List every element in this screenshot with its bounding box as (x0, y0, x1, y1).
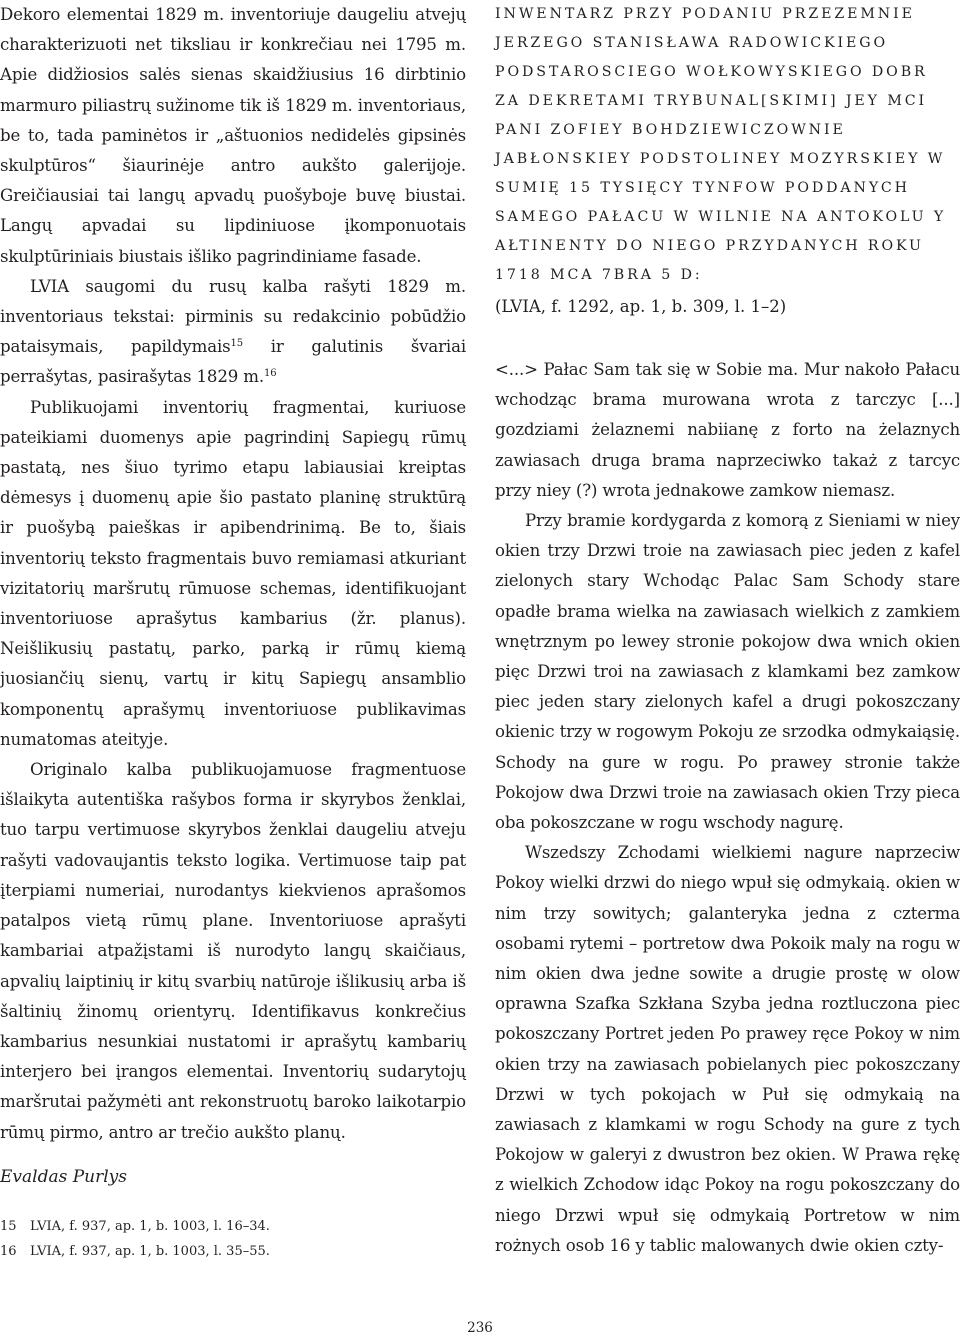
footnote (0, 1239, 466, 1264)
paragraph-text: ir galutinis švariai perrašytas, pasirašytas 1829 m. (0, 337, 466, 387)
archive-source: (LVIA, f. 1292, ap. 1, b. 309, l. 1–2) (495, 297, 787, 316)
paragraph: Publikuojami inventorių fragmentai, kuriuose pateikiami duomenys apie pagrindinį Sapiegų rūmų pastatą, nes šiuo tyrimo etapu labiausiai kreiptas dėmesys į duomenų apie šio pastato planinę struktūrą ir puošybą paieškas ir apibendrinimą. Be to, šiais inventorių teksto fragmentais buvo remiamasi atkuriant vizitatorių maršrutų rūmuose schemas, identifikuojant inventoriuose aprašytus kambarius (žr. planus). Neišlikusių pastatų, parko, parką ir rūmų kiemą juosiančių sienų, vartų ir kitų Sapiegų ansamblio komponentų aprašymų inventoriuose publikavimas numatomas ateityje. (0, 397, 466, 749)
paragraph: Wszedszy Zchodami wielkiemi nagure naprzeciw Pokoy wielki drzwi do niego wpuł się odmykaią. okien w nim trzy sowitych; galanteryka jedna z czterma osobami rytemi – portretow dwa Pokoik maly na rogu w nim okien dwa jedne sowite a drugie prostę w olow oprawna Szafka Szkłana Szyba jedna roztluczona piec pokoszczany Portret jeden Po prawey ręce Pokoy w nim okien trzy na zawiasach pobielanych piec pokoszczany Drzwi w tych pokojach w Puł się odmykaią na zawiasach z klamkami w rogu Schody na gure z tych Pokojow w galeryi z dwustron bez okien. W Prawa rękę z wielkich Zchodow idąc Pokoy na rogu pokoszczany do niego Drzwi wpuł się odmykaią Portretow w nim rożnych osob 16 y tablic malowanych dwie okien czty- (495, 843, 960, 1255)
left-body-text (0, 0, 466, 1148)
right-column (495, 0, 960, 1261)
footnote (0, 1214, 466, 1239)
document-heading: INWENTARZ PRZY PODANIU PRZEZEMNIE JERZEGO STANISŁAWA RADOWICKIEGO PODSTAROSCIEGO WOŁKOWYSKIEGO DOBR ZA DEKRETAMI TRYBUNAL[SKIMI] JEY MCI PANI ZOFIEY BOHDZIEWICZOWNIE JABŁONSKIEY PODSTOLINEY MOZYRSKIEY W SUMIĘ 15 TYSIĘCY TYNFOW PODDANYCH SAMEGO PAŁACU W WILNIE NA ANTOKOLU Y AŁTINENTY DO NIEGO PRZYDANYCH ROKU 1718 MCA 7BRA 5 D: (495, 6, 947, 283)
paragraph: Originalo kalba publikuojamuose fragmentuose išlaikyta autentiška rašybos forma ir skyrybos ženklai, tuo tarpu vertimuose skyrybos ženklai daugeliu atveju rašyti vadovaujantis teksto logika. Vertimuose taip pat įterpiami numeriai, nurodantys kiekvienos aprašomos patalpos vietą rūmų plane. Inventoriuose aprašyti kambariai atpažįstami iš nurodyto langų skaičiaus, apvalių laiptinių ir kitų svarbių natūroje išlikusių arba iš šaltinių žinomų orientyrų. Identifikavus konkrečius kambarius nesunkiai nustatomi ir aprašytų kambarių interjero bei įrangos elementai. Inventorių sudarytojų maršrutai pažymėti ant rekonstruotų baroko laikotarpio rūmų pirmo, antro ar trečio aukšto planų. (0, 760, 466, 1142)
paragraph: Przy bramie kordygarda z komorą z Sieniami w niey okien trzy Drzwi troie na zawiasach piec jeden z kafel zielonych stary Wchodąc Palac Sam Schody stare opadłe brama wielka na zawiasach wielkich z zamkiem wnętrznym po lewey stronie pokojow dwa wnich okien pięc Drzwi troi na zawiasach z klamkami bez zamkow piec jeden stary zielonych kafel a drugi pokoszczany okienic trzy w rogowym Pokoju ze srzodka odmykaiąsię. Schody na gure w rogu. Po prawey stronie także Pokojow dwa Drzwi troie na zawiasach okien Trzy pieca oba pokoszczane w rogu wschody nagurę. (495, 511, 960, 833)
left-column (0, 0, 466, 1264)
paragraph: <...> Pałac Sam tak się w Sobie ma. Mur nakoło Pałacu wchodząc brama murowana wrota z tarczyc [...] gozdziami żelaznemi nabiianę z forto na żelaznych zawiasach druga brama naprzeciwko takaż z tarcyc przy niey (?) wrota jednakowe zamkow niemasz. (495, 360, 960, 500)
footnotes (0, 1214, 466, 1264)
footnote-ref[interactable]: 16 (264, 368, 277, 380)
footnote-text: LVIA, f. 937, ap. 1, b. 1003, l. 16–34. (30, 1218, 270, 1234)
paragraph (0, 272, 466, 393)
author-name: Evaldas Purlys (0, 1166, 128, 1187)
footnote-text: LVIA, f. 937, ap. 1, b. 1003, l. 35–55. (30, 1243, 270, 1259)
footnote-number: 16 (0, 1243, 17, 1259)
page-number: 236 (467, 1320, 493, 1336)
paragraph-text: LVIA saugomi du rusų kalba rašyti 1829 m. inventoriaus tekstai: pirminis su redakcinio pobūdžio pataisymais, papildymais (0, 276, 466, 357)
footnote-number: 15 (0, 1218, 17, 1234)
footnote-ref[interactable]: 15 (230, 338, 243, 350)
right-body-text (495, 355, 960, 1261)
paragraph: Dekoro elementai 1829 m. inventoriuje daugeliu atvejų charakterizuoti net tiksliau ir konkrečiau nei 1795 m. Apie didžiosios salės sienas skaidžiusius 16 dirbtinio marmuro piliastrų sužinome tik iš 1829 m. inventoriaus, be to, tada paminėtos ir „aštuonios nedidelės gipsinės skulptūros“ šiaurinėje antro aukšto galerijoje. Greičiausiai tai langų apvadų puošyboje buvę biustai. Langų apvadai su lipdiniuose įkomponuotais skulptūriniais biustais išliko pagrindiniame fasade. (0, 5, 466, 266)
